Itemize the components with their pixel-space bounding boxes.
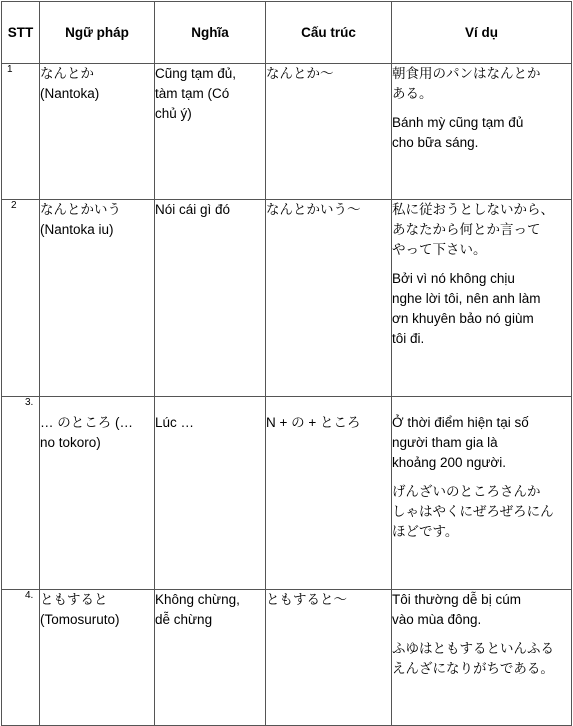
example-cell xyxy=(392,64,572,200)
example-line: やって下さい。 xyxy=(392,242,487,257)
example-line: khoảng 200 người. xyxy=(392,455,506,470)
example-line: vào mùa đông. xyxy=(392,612,482,627)
grammar-line: なんとかいう xyxy=(40,202,121,217)
grammar-line: no tokoro) xyxy=(40,435,101,450)
example-line: げんざいのところさんか xyxy=(392,484,541,499)
header-grammar: Ngữ pháp xyxy=(40,2,155,64)
header-structure: Cấu trúc xyxy=(266,2,392,64)
grammar-cell xyxy=(40,397,155,590)
example-cell xyxy=(392,397,572,590)
structure-cell: なんとか〜 xyxy=(266,64,392,200)
structure-cell: ともすると〜 xyxy=(266,590,392,726)
example-line: 私に従おうとしないから、 xyxy=(392,202,554,217)
grammar-cell xyxy=(40,590,155,726)
header-stt: STT xyxy=(2,2,40,64)
grammar-table xyxy=(1,1,572,726)
stt-cell: 4. xyxy=(2,590,40,726)
example-line: 朝食用のパンはなんとか xyxy=(392,66,541,81)
meaning-line: Lúc … xyxy=(155,415,195,430)
example-line: nghe lời tôi, nên anh làm xyxy=(392,291,541,306)
example-line: ほどです。 xyxy=(392,524,459,539)
example-vietnamese xyxy=(392,590,571,630)
grammar-line: なんとか xyxy=(40,66,94,81)
example-line: Ở thời điểm hiện tại số xyxy=(392,415,529,430)
table-header-row xyxy=(2,2,572,64)
meaning-line: chủ ý) xyxy=(155,106,192,121)
meaning-line: Cũng tạm đủ, xyxy=(155,66,237,81)
meaning-cell xyxy=(155,590,266,726)
example-japanese xyxy=(392,200,571,260)
table-row xyxy=(2,397,572,590)
example-line: ある。 xyxy=(392,86,433,101)
header-meaning: Nghĩa xyxy=(155,2,266,64)
example-cell xyxy=(392,200,572,397)
stt-cell: 1 xyxy=(2,64,40,200)
example-line: ふゆはともするといんふる xyxy=(392,641,554,656)
grammar-cell xyxy=(40,200,155,397)
grammar-line: ともすると xyxy=(40,592,108,607)
structure-cell: N + の + ところ xyxy=(266,397,392,590)
example-line: しゃはやくにぜろぜろにん xyxy=(392,504,554,519)
meaning-line: Nói cái gì đó xyxy=(155,202,231,217)
meaning-cell xyxy=(155,64,266,200)
meaning-cell xyxy=(155,397,266,590)
example-line: ơn khuyên bảo nó giùm xyxy=(392,311,534,326)
stt-cell: 2 xyxy=(2,200,40,397)
meaning-line: tàm tạm (Có xyxy=(155,86,230,101)
table-row xyxy=(2,64,572,200)
example-japanese xyxy=(392,639,571,679)
table-row xyxy=(2,590,572,726)
example-line: tôi đi. xyxy=(392,331,425,346)
example-vietnamese xyxy=(392,269,571,349)
meaning-line: dễ chừng xyxy=(155,612,213,627)
grammar-line: (Tomosuruto) xyxy=(40,612,120,627)
example-line: người tham gia là xyxy=(392,435,498,450)
example-vietnamese xyxy=(392,113,571,153)
grammar-cell xyxy=(40,64,155,200)
grammar-line: (Nantoka iu) xyxy=(40,222,114,237)
example-line: あなたから何とか言って xyxy=(392,222,541,237)
example-japanese xyxy=(392,482,571,542)
meaning-line: Không chừng, xyxy=(155,592,240,607)
example-cell xyxy=(392,590,572,726)
grammar-line: (Nantoka) xyxy=(40,86,100,101)
header-example: Ví dụ xyxy=(392,2,572,64)
structure-cell: なんとかいう〜 xyxy=(266,200,392,397)
example-japanese xyxy=(392,64,571,104)
table-row xyxy=(2,200,572,397)
example-vietnamese xyxy=(392,413,571,473)
stt-cell: 3. xyxy=(2,397,40,590)
example-line: Tôi thường dễ bị cúm xyxy=(392,592,521,607)
grammar-line: … のところ (… xyxy=(40,415,133,430)
meaning-cell xyxy=(155,200,266,397)
example-line: Bởi vì nó không chịu xyxy=(392,271,515,286)
example-line: えんざになりがちである。 xyxy=(392,661,554,676)
example-line: Bánh mỳ cũng tạm đủ xyxy=(392,115,524,130)
example-line: cho bữa sáng. xyxy=(392,135,479,150)
